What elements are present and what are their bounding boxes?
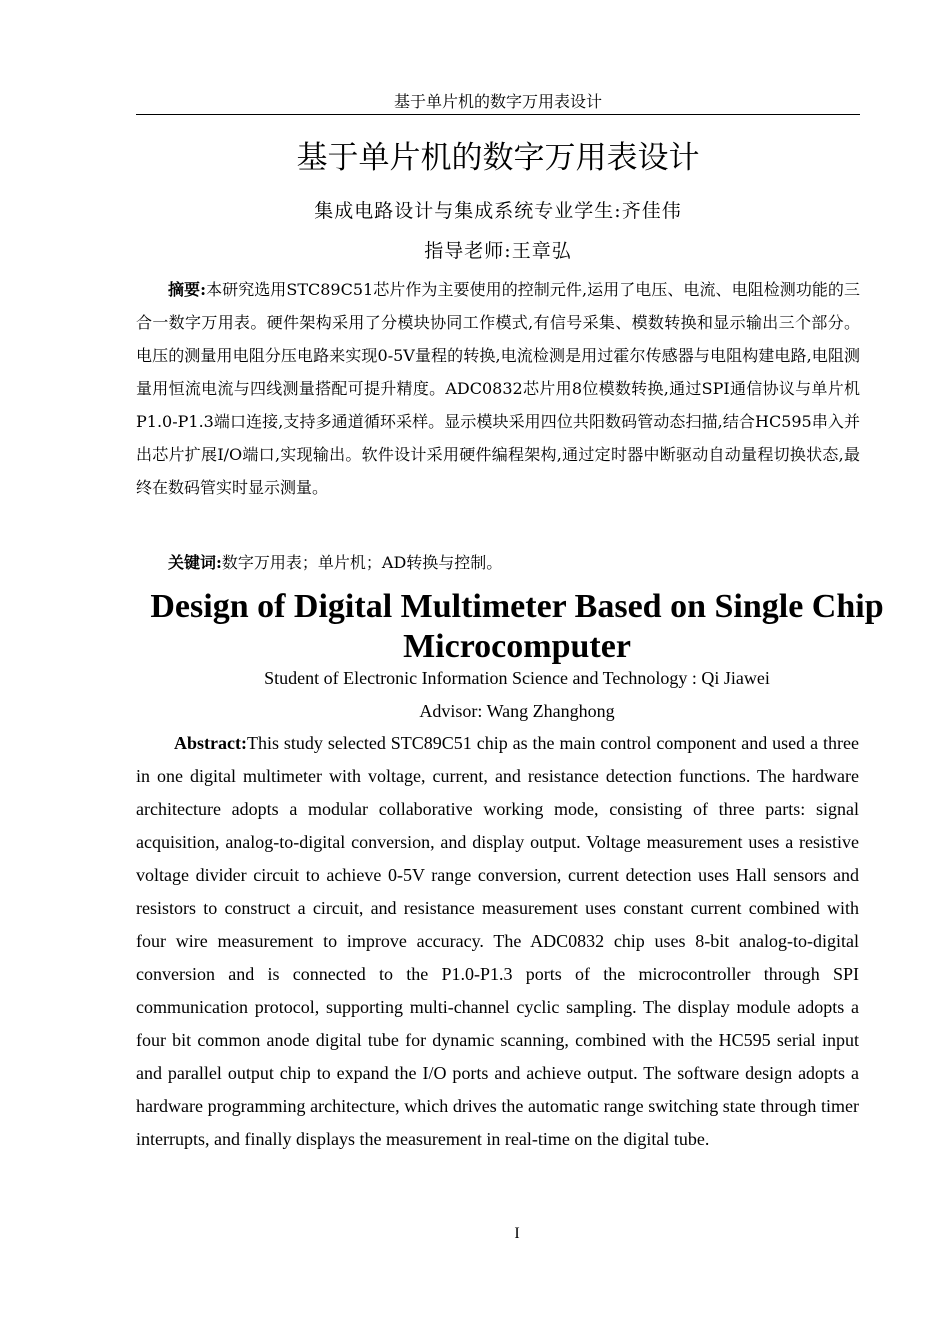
chinese-abstract-label: 摘要: xyxy=(168,280,207,299)
english-abstract-label: Abstract: xyxy=(174,733,247,753)
english-abstract-text: This study selected STC89C51 chip as the main control component and used a three in one digital multimeter with voltage, current, and resistance detection functions. The hardware architecture adopts a modular collaborative working mode, consisting of three parts: signal acquisition, analog-to-digital conversion, and display output. Voltage measurement uses a resistive voltage divider circuit to achieve 0-5V range conversion, current detection uses Hall sensors and resistors to construct a circuit, and resistance measurement uses constant current combined with four wire measurement to improve accuracy. The ADC0832 chip uses 8-bit analog-to-digital conversion and is connected to the P1.0-P1.3 ports of the microcontroller through SPI communication protocol, supporting multi-channel cyclic sampling. The display module adopts a four bit common anode digital tube for dynamic scanning, combined with the HC595 serial input and parallel output chip to expand the I/O ports and achieve output. The software design adopts a hardware programming architecture, which drives the automatic range switching state through timer interrupts, and finally displays the measurement in real-time on the digital tube. xyxy=(136,733,859,1149)
chinese-title: 基于单片机的数字万用表设计 xyxy=(296,140,700,176)
chinese-keywords xyxy=(136,546,860,579)
english-title: Design of Digital Multimeter Based on Single Chip Microcomputer xyxy=(150,588,884,665)
english-author: Student of Electronic Information Science and Technology : Qi Jiawei xyxy=(264,668,770,688)
chinese-abstract-text: 本研究选用STC89C51芯片作为主要使用的控制元件,运用了电压、电流、电阻检测功能的三合一数字万用表。硬件架构采用了分模块协同工作模式,有信号采集、模数转换和显示输出三个部分。电压的测量用电阻分压电路来实现0-5V量程的转换,电流检测是用过霍尔传感器与电阻构建电路,电阻测量用恒流电流与四线测量搭配可提升精度。ADC0832芯片用8位模数转换,通过SPI通信协议与单片机P1.0-P1.3端口连接,支持多通道循环采样。显示模块采用四位共阳数码管动态扫描,结合HC595串入并出芯片扩展I/O端口,实现输出。软件设计采用硬件编程架构,通过定时器中断驱动自动量程切换状态,最终在数码管实时显示测量。 xyxy=(136,280,860,497)
chinese-advisor: 指导老师:王章弘 xyxy=(424,240,572,262)
english-abstract xyxy=(136,727,859,1156)
page-number: I xyxy=(514,1225,520,1242)
header-rule xyxy=(136,114,860,115)
english-advisor: Advisor: Wang Zhanghong xyxy=(419,701,615,721)
chinese-keywords-label: 关键词: xyxy=(168,553,222,572)
running-header: 基于单片机的数字万用表设计 xyxy=(393,92,602,111)
chinese-author: 集成电路设计与集成系统专业学生:齐佳伟 xyxy=(314,200,682,222)
chinese-abstract xyxy=(136,273,860,504)
chinese-keywords-text: 数字万用表；单片机；AD转换与控制。 xyxy=(221,553,503,572)
